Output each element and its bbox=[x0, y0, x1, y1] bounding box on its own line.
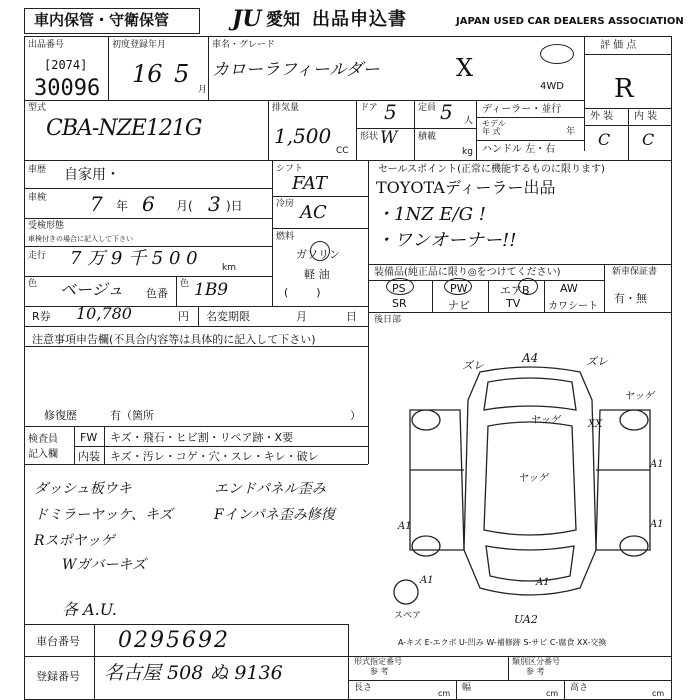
divider bbox=[272, 228, 368, 229]
divider bbox=[24, 426, 368, 427]
car-left-side bbox=[410, 410, 464, 550]
remark-f-inpane: Fインパネ歪み修復 bbox=[214, 507, 335, 523]
x-mark: X bbox=[456, 54, 474, 82]
divider bbox=[356, 100, 357, 160]
ps-circle bbox=[386, 278, 414, 295]
inspector-label: 検査員 記入欄 bbox=[28, 434, 58, 460]
diagram-mark-6: XX bbox=[588, 419, 603, 430]
type-value: CBA-NZE121G bbox=[46, 116, 202, 141]
divider bbox=[508, 656, 509, 680]
reg-value: 名古屋 508 ぬ 9136 bbox=[104, 662, 283, 684]
handle-label: ハンドル 左・右 bbox=[482, 144, 556, 155]
shift-value: FAT bbox=[292, 173, 327, 194]
repair-close-paren: ） bbox=[350, 409, 361, 422]
sales-line-3: ・ワンオーナー!! bbox=[376, 230, 517, 251]
recycle-label: R券 bbox=[32, 310, 51, 323]
divider bbox=[584, 54, 672, 55]
shape-label: 形状 bbox=[360, 132, 379, 142]
repair-history: 修復歴 bbox=[44, 409, 77, 422]
diagram-mark-13: UA2 bbox=[514, 613, 538, 626]
divider bbox=[368, 264, 672, 265]
car-diagram bbox=[380, 340, 670, 630]
model-cert-label: 形式指定番号 bbox=[354, 657, 402, 666]
inspection-day: 3 bbox=[208, 192, 221, 216]
divider bbox=[272, 196, 368, 197]
fuel-light: 軽 油 bbox=[304, 268, 330, 281]
divider bbox=[24, 218, 272, 219]
model-cert-ref: 参 考 bbox=[370, 667, 389, 676]
km-unit: km bbox=[222, 263, 236, 273]
divider bbox=[348, 680, 672, 681]
divider bbox=[432, 280, 433, 312]
grade-label: 評 価 点 bbox=[600, 40, 637, 51]
remark-dash: ダッシュ板ウキ bbox=[34, 481, 132, 497]
divider bbox=[74, 446, 368, 447]
color-label-2: 色 bbox=[180, 279, 190, 289]
load-label: 積載 bbox=[418, 132, 437, 142]
divider bbox=[24, 100, 584, 101]
color-no-value: 1B9 bbox=[194, 280, 229, 300]
divider bbox=[476, 100, 477, 160]
divider bbox=[74, 426, 75, 464]
diagram-mark-2: A4 bbox=[522, 351, 539, 365]
model-year-label: モデル 年 式 bbox=[482, 119, 506, 136]
person-unit: 人 bbox=[464, 116, 474, 126]
first-reg-label: 初度登録年月 bbox=[112, 40, 167, 50]
width-cm: cm bbox=[546, 689, 559, 698]
height-label: 高さ bbox=[570, 683, 589, 693]
inspection-label: 車検 bbox=[28, 193, 47, 203]
divider bbox=[24, 624, 348, 625]
recycle-value: 10,780 bbox=[76, 304, 132, 323]
unit-month: 月( bbox=[176, 199, 193, 213]
remark-r-spoiler: Rスポヤッゲ bbox=[34, 533, 115, 549]
displacement-label: 排気量 bbox=[272, 103, 300, 113]
equipment-ps: PS bbox=[392, 282, 406, 295]
unit-day: )日 bbox=[226, 199, 243, 213]
divider bbox=[24, 326, 368, 327]
divider bbox=[544, 280, 545, 312]
model-label: 車名・グレード bbox=[212, 40, 276, 50]
logo-text: 愛知 bbox=[266, 10, 300, 30]
name-change-day: 日 bbox=[346, 310, 357, 323]
divider bbox=[368, 160, 369, 346]
height-cm: cm bbox=[652, 689, 665, 698]
inspection-month: 6 bbox=[142, 192, 155, 216]
receipt-label: 受検形態 bbox=[28, 221, 65, 231]
divider bbox=[476, 117, 584, 118]
divider bbox=[104, 426, 105, 464]
remark-door-mirror: ドミラーヤッケ、キズ bbox=[34, 507, 173, 523]
first-reg-month: 5 bbox=[174, 60, 190, 88]
car-right-side bbox=[596, 410, 650, 550]
shift-label: シフト bbox=[276, 164, 304, 174]
equipment-airbag: エアB bbox=[500, 284, 530, 297]
equipment-sr: SR bbox=[392, 297, 407, 310]
airbag-circle bbox=[518, 278, 538, 295]
fw-label: FW bbox=[80, 431, 98, 444]
first-reg-year: 16 bbox=[132, 60, 163, 88]
cc-unit: CC bbox=[336, 146, 349, 156]
fuel-selected-circle bbox=[310, 241, 330, 261]
doors-label: ドア bbox=[360, 103, 378, 113]
usage-value: 自家用・ bbox=[64, 167, 120, 183]
divider bbox=[24, 188, 272, 189]
divider bbox=[272, 160, 273, 306]
divider bbox=[348, 624, 349, 700]
logo-mark: JU bbox=[232, 6, 262, 32]
divider bbox=[108, 36, 109, 100]
receipt-note: 車検付きの場合に記入して下さい bbox=[28, 235, 133, 243]
spare-label: スペア bbox=[394, 611, 422, 621]
color-value: ベージュ bbox=[60, 280, 124, 299]
diagram-mark-10: A1 bbox=[650, 519, 664, 530]
rear-label: 後日部 bbox=[374, 315, 402, 325]
equipment-seat: カワシート bbox=[548, 301, 598, 312]
type-label: 型式 bbox=[28, 103, 47, 113]
divider bbox=[584, 125, 672, 126]
equipment-pw: PW bbox=[450, 282, 468, 295]
ac-label: 冷房 bbox=[276, 199, 295, 209]
divider bbox=[268, 100, 269, 160]
usage-label: 車歴 bbox=[28, 165, 47, 175]
damage-legend: A-キズ E-エクボ U-凹み W-補修跡 S-サビ C-腐食 XX-交換 bbox=[398, 638, 607, 647]
length-cm: cm bbox=[438, 689, 451, 698]
spare-tire bbox=[394, 580, 418, 604]
diagram-mark-4: ヤッゲ bbox=[624, 391, 654, 402]
wd-circle bbox=[540, 44, 574, 64]
exterior-value: C bbox=[598, 130, 611, 149]
diagram-mark-7: A1 bbox=[650, 459, 664, 470]
ac-value: AC bbox=[300, 202, 327, 223]
divider bbox=[24, 276, 272, 277]
form-title: 出品申込書 bbox=[312, 9, 407, 30]
length-label: 長さ bbox=[354, 683, 373, 693]
grade-value: R bbox=[614, 74, 634, 104]
divider bbox=[24, 464, 368, 465]
diagram-mark-11: A1 bbox=[420, 575, 434, 586]
divider bbox=[628, 108, 629, 160]
wheel-front-right bbox=[620, 410, 648, 430]
divider bbox=[24, 246, 272, 247]
diagram-mark-12: A1 bbox=[536, 577, 550, 588]
lot-small-number: [2074] bbox=[44, 58, 88, 72]
chassis-label: 車台番号 bbox=[36, 635, 80, 648]
year-unit: 年 bbox=[566, 127, 576, 137]
divider bbox=[414, 100, 415, 160]
unit-year: 年 bbox=[116, 199, 129, 213]
capacity-label: 定員 bbox=[418, 103, 437, 113]
divider bbox=[24, 346, 368, 347]
car-outline-top bbox=[484, 378, 576, 410]
recycle-yen: 円 bbox=[178, 310, 189, 323]
equipment-aw: AW bbox=[560, 282, 578, 295]
wd-label: 4WD bbox=[540, 81, 564, 92]
exterior-label: 外 装 bbox=[590, 111, 614, 122]
association-name: JAPAN USED CAR DEALERS ASSOCIATION bbox=[456, 16, 684, 27]
diagram-mark-9: ヤッゲ bbox=[518, 473, 548, 484]
reg-label: 登録番号 bbox=[36, 670, 80, 683]
divider bbox=[176, 276, 177, 306]
warranty-value: 有・無 bbox=[614, 292, 647, 305]
notes-title: 注意事項申告欄(不具合内容等は具体的に記入して下さい) bbox=[32, 333, 316, 346]
diagram-mark-5: ヤッゲ bbox=[530, 415, 560, 426]
name-change-month: 月 bbox=[296, 310, 307, 323]
interior-check-label: 内装 bbox=[78, 450, 100, 463]
warranty-label: 新車保証書 bbox=[612, 267, 658, 277]
shape-value: W bbox=[380, 128, 398, 148]
equipment-label: 装備品(純正品に限り◎をつけてください) bbox=[374, 267, 561, 278]
equipment-tv: TV bbox=[506, 297, 521, 310]
divider bbox=[24, 160, 672, 161]
inspection-year: 7 bbox=[90, 192, 103, 216]
fw-items: キズ・飛石・ヒビ割・リペア跡・X要 bbox=[110, 431, 294, 444]
lot-label: 出品番号 bbox=[28, 40, 65, 50]
divider bbox=[564, 680, 565, 700]
divider bbox=[604, 264, 605, 312]
diagram-mark-1: ズレ bbox=[462, 359, 484, 372]
mileage-value: 7 万 9 千 5 0 0 bbox=[70, 248, 198, 269]
interior-value: C bbox=[642, 130, 655, 149]
name-change-label: 名変期限 bbox=[206, 310, 250, 323]
remark-end-panel: エンドパネル歪み bbox=[214, 481, 326, 497]
storage-title: 車内保管・守衛保管 bbox=[34, 11, 170, 29]
fuel-label: 燃料 bbox=[276, 232, 295, 242]
fuel-paren: ( ) bbox=[284, 286, 321, 299]
repair-value: 有（箇所 bbox=[110, 409, 154, 422]
interior-items: キズ・汚レ・コゲ・穴・スレ・キレ・破レ bbox=[110, 450, 319, 463]
sales-line-2: ・1NZ E/G ! bbox=[376, 204, 486, 225]
wheel-front-left bbox=[412, 410, 440, 430]
color-no-label: 色番 bbox=[146, 287, 168, 300]
category-ref: 参 考 bbox=[526, 667, 545, 676]
wheel-rear-right bbox=[620, 536, 648, 556]
fuel-value: ガソリン bbox=[296, 248, 340, 261]
car-outline-rear bbox=[486, 546, 574, 581]
month-unit: 月 bbox=[198, 85, 208, 95]
sales-line-1: TOYOTAディーラー出品 bbox=[376, 178, 556, 197]
dealer-label: ディーラー・並行 bbox=[482, 104, 562, 115]
divider bbox=[368, 346, 369, 464]
diagram-mark-3: ズレ bbox=[586, 355, 608, 368]
interior-label: 内 装 bbox=[634, 111, 658, 122]
equipment-navi: ナビ bbox=[448, 299, 470, 312]
divider bbox=[356, 128, 476, 129]
model-value: カローラフィールダー bbox=[212, 60, 380, 80]
color-label: 色 bbox=[28, 279, 38, 289]
pw-circle bbox=[444, 278, 472, 295]
chassis-value: 0295692 bbox=[118, 628, 230, 653]
mileage-label: 走行 bbox=[28, 251, 47, 261]
divider bbox=[208, 36, 209, 100]
lot-number: 30096 bbox=[34, 76, 101, 101]
width-label: 幅 bbox=[462, 683, 472, 693]
divider bbox=[368, 312, 672, 313]
divider bbox=[476, 140, 584, 141]
divider bbox=[94, 624, 95, 700]
divider bbox=[198, 306, 199, 326]
wheel-rear-left bbox=[412, 536, 440, 556]
sales-points-label: セールスポイント(正常に機能するものに限ります) bbox=[378, 164, 605, 175]
capacity-value: 5 bbox=[440, 100, 453, 124]
displacement-value: 1,500 bbox=[274, 124, 332, 148]
diagram-mark-8: A1 bbox=[398, 521, 412, 532]
remark-w-cover: Wガバーキズ bbox=[62, 557, 147, 573]
divider bbox=[488, 280, 489, 312]
remark-each-au: 各 A.U. bbox=[62, 600, 117, 619]
category-label: 類別区分番号 bbox=[512, 657, 560, 666]
divider bbox=[456, 680, 457, 700]
doors-value: 5 bbox=[384, 100, 397, 124]
kg-unit: kg bbox=[462, 147, 473, 157]
